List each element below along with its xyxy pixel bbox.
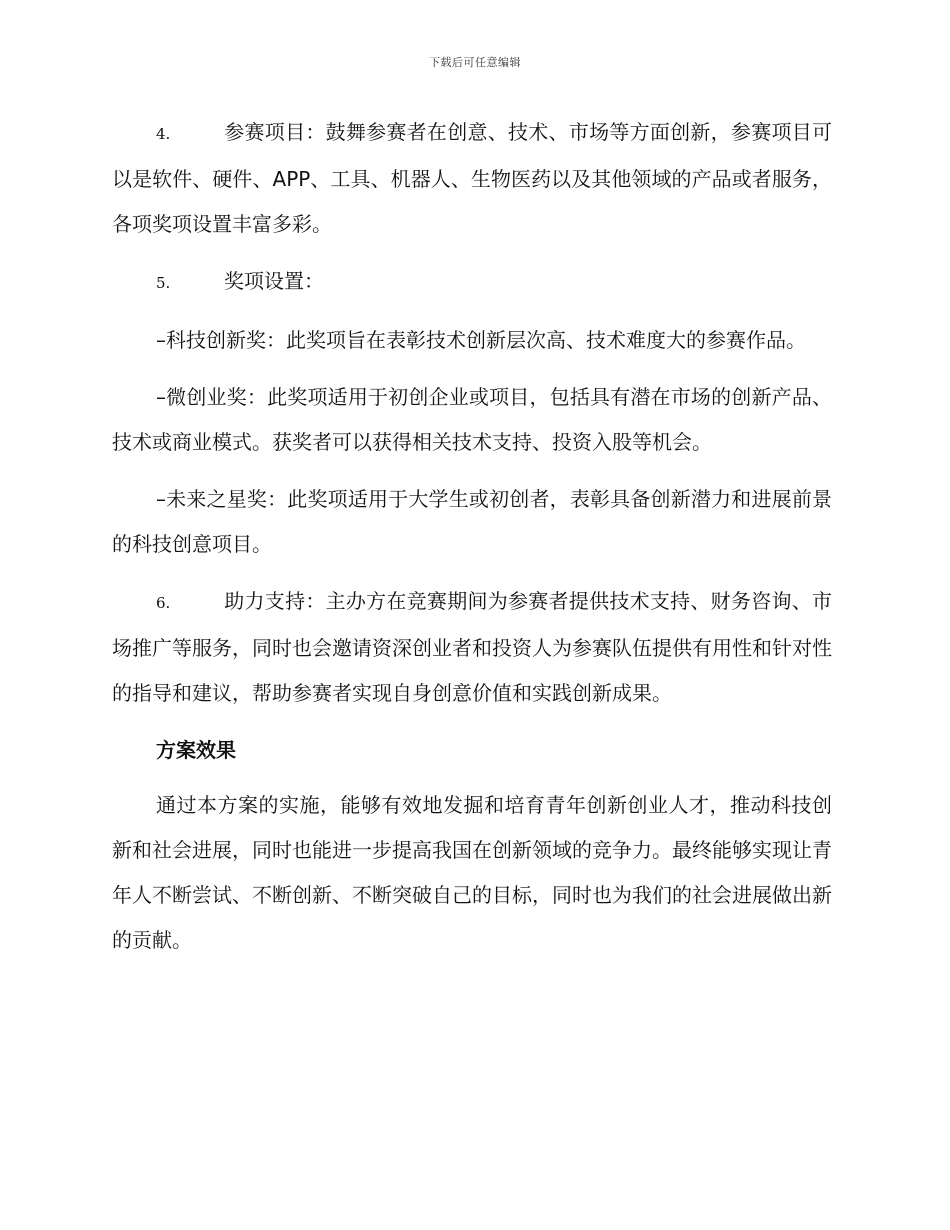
list-item-6	[112, 579, 832, 716]
list-number: 4.	[156, 125, 171, 143]
list-item-4	[112, 110, 832, 247]
award-future-star: –未来之星奖：此奖项适用于大学生或初创者，表彰具备创新潜力和进展前景的科技创意项目。	[112, 487, 832, 556]
award-micro-startup: –微创业奖：此奖项适用于初创企业或项目，包括具有潜在市场的创新产品、技术或商业模式。获奖者可以获得相关技术支持、投资入股等机会。	[112, 385, 832, 454]
list-item-text: 奖项设置：	[224, 269, 324, 293]
list-number: 6.	[156, 594, 171, 612]
list-item-5	[112, 259, 832, 306]
list-item-text: 参赛项目：鼓舞参赛者在创意、技术、市场等方面创新，参赛项目可以是软件、硬件、APP、工具、机器人、生物医药以及其他领域的产品或者服务，各项奖项设置丰富多彩。	[112, 120, 832, 236]
document-body	[112, 110, 832, 975]
section-heading: 方案效果	[156, 738, 236, 762]
list-item-text: 助力支持：主办方在竞赛期间为参赛者提供技术支持、财务咨询、市场推广等服务，同时也会邀请资深创业者和投资人为参赛队伍提供有用性和针对性的指导和建议，帮助参赛者实现自身创意价值和实践创新成果。	[112, 589, 832, 705]
award-tech-innovation: –科技创新奖：此奖项旨在表彰技术创新层次高、技术难度大的参赛作品。	[156, 328, 806, 352]
list-number: 5.	[156, 274, 171, 292]
page-header: 下载后可任意编辑	[429, 56, 521, 69]
effect-paragraph: 通过本方案的实施，能够有效地发掘和培育青年创新创业人才，推动科技创新和社会进展，同时也能进一步提高我国在创新领域的竞争力。最终能够实现让青年人不断尝试、不断创新、不断突破自己的目标，同时也为我们的社会进展做出新的贡献。	[112, 793, 832, 952]
